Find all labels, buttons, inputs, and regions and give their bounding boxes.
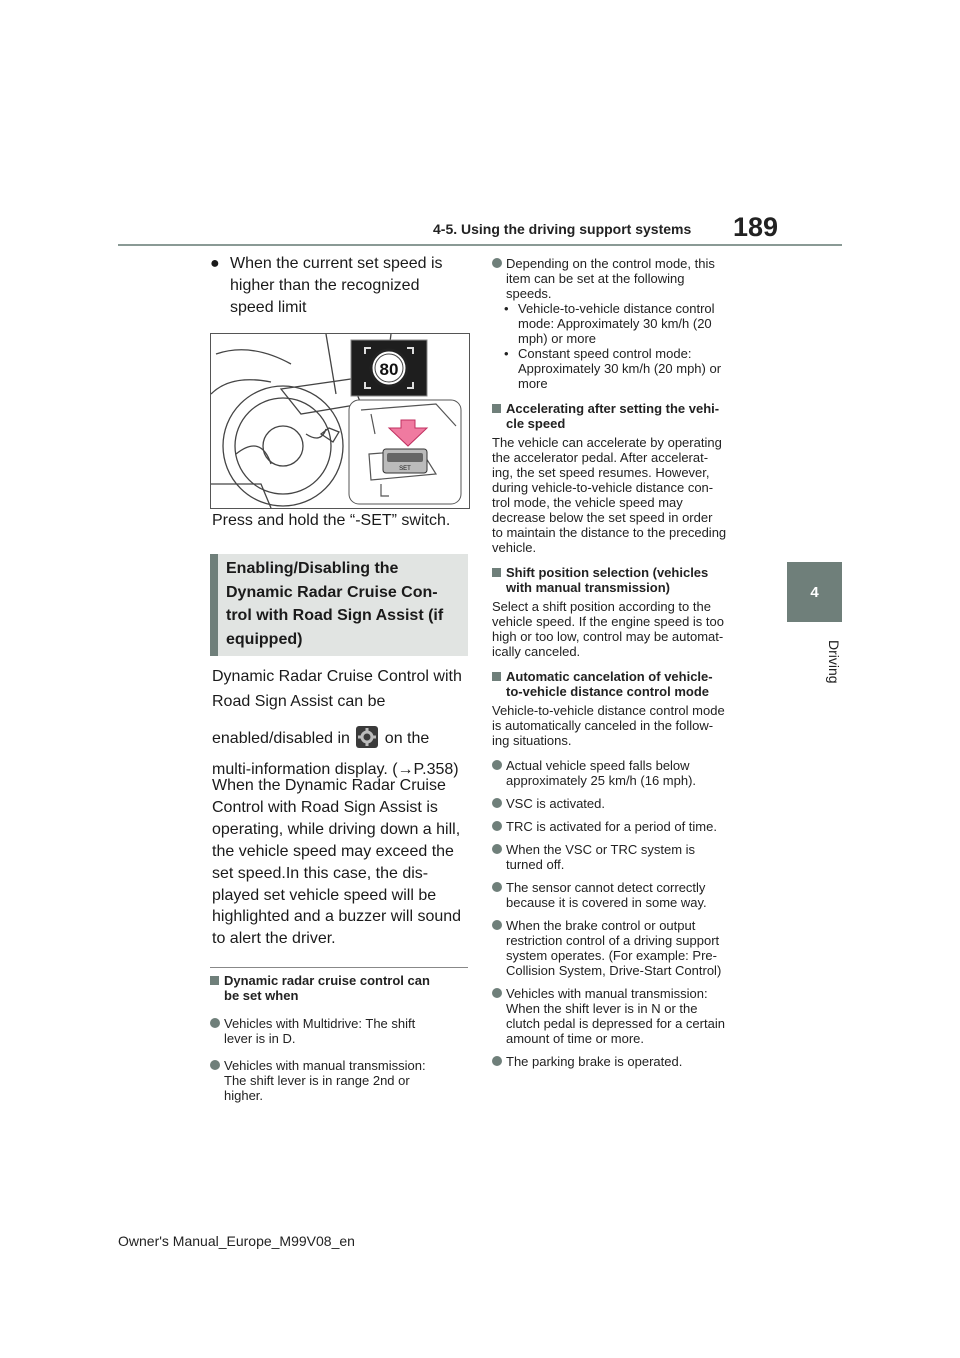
dot-marker: • bbox=[504, 346, 509, 361]
para-line: set speed.In this case, the dis- bbox=[212, 864, 429, 882]
note-line: Approximately 30 km/h (20 mph) or bbox=[518, 361, 722, 376]
accel-body bbox=[492, 435, 754, 555]
cancel-item bbox=[492, 880, 754, 910]
press-instruction: Press and hold the “-SET” switch. bbox=[212, 512, 451, 529]
chapter-number: 4 bbox=[810, 583, 819, 601]
depending-note bbox=[492, 256, 754, 391]
body-line: trol mode, the vehicle speed may bbox=[492, 495, 683, 510]
square-bullet-icon bbox=[492, 568, 501, 577]
steering-wheel-illustration bbox=[211, 334, 469, 508]
dot-marker: • bbox=[504, 301, 509, 316]
note-line: Vehicles with Multidrive: The shift bbox=[224, 1016, 416, 1031]
para-line: operating, while driving down a hill, bbox=[212, 820, 461, 838]
note-line: When the brake control or output bbox=[506, 918, 696, 933]
note-head-line: cle speed bbox=[506, 416, 566, 431]
accel-heading bbox=[492, 401, 754, 431]
para-line: When the Dynamic Radar Cruise bbox=[212, 777, 446, 794]
note-line: Constant speed control mode: bbox=[518, 346, 692, 361]
shift-heading bbox=[492, 565, 754, 595]
note-line: Vehicles with manual transmission: bbox=[224, 1058, 426, 1073]
para-line: Dynamic Radar Cruise Control with bbox=[212, 668, 462, 685]
note-line: item can be set at the following bbox=[506, 271, 685, 286]
circle-bullet-icon bbox=[210, 1018, 220, 1028]
body-line: decrease below the set speed in order bbox=[492, 510, 713, 525]
cancel-item bbox=[492, 918, 754, 978]
bullet-line: When the current set speed is bbox=[230, 255, 443, 272]
note-line: higher. bbox=[224, 1088, 264, 1103]
auto-cancel-heading bbox=[492, 669, 754, 699]
bullet-line: speed limit bbox=[230, 299, 307, 316]
body-line: ically canceled. bbox=[492, 644, 581, 659]
downhill-paragraph bbox=[212, 775, 474, 950]
note-line: Depending on the control mode, this bbox=[506, 256, 715, 271]
note-line: approximately 25 km/h (16 mph). bbox=[506, 773, 697, 788]
circle-bullet-icon bbox=[492, 988, 502, 998]
heading-line: Dynamic Radar Cruise Con- bbox=[226, 583, 438, 601]
para-text: enabled/disabled in bbox=[212, 730, 350, 747]
para-line: Road Sign Assist can be bbox=[212, 693, 386, 710]
footer-text: Owner's Manual_Europe_M99V08_en bbox=[118, 1233, 355, 1249]
note-line: When the shift lever is in N or the bbox=[506, 1001, 698, 1016]
note-line: speeds. bbox=[506, 286, 552, 301]
speed-item bbox=[506, 346, 754, 391]
note-line: turned off. bbox=[506, 857, 565, 872]
body-line: Select a shift position according to the bbox=[492, 599, 711, 614]
chapter-label: Driving bbox=[826, 640, 842, 684]
body-line: Vehicle-to-vehicle distance control mode bbox=[492, 703, 725, 718]
note-line: more bbox=[518, 376, 548, 391]
para-line: multi-information display. (→P.358) bbox=[212, 761, 459, 778]
section-heading bbox=[226, 557, 466, 651]
dashboard-illustration bbox=[210, 333, 470, 509]
notes-divider bbox=[210, 967, 468, 968]
circle-bullet-icon bbox=[492, 258, 502, 268]
square-bullet-icon bbox=[210, 976, 219, 985]
cancel-item bbox=[492, 842, 754, 872]
note-head-line: Shift position selection (vehicles bbox=[506, 565, 709, 580]
note-head-line: Accelerating after setting the vehi- bbox=[506, 401, 720, 416]
note-line: restriction control of a driving support bbox=[506, 933, 720, 948]
note-line: The shift lever is in range 2nd or bbox=[224, 1073, 410, 1088]
note-item bbox=[210, 1058, 468, 1103]
square-bullet-icon bbox=[492, 404, 501, 413]
body-line: the accelerator pedal. After accelerat- bbox=[492, 450, 709, 465]
circle-bullet-icon bbox=[492, 882, 502, 892]
right-column bbox=[492, 256, 754, 1069]
note-head-line: Automatic cancelation of vehicle- bbox=[506, 669, 713, 684]
note-line: because it is covered in some way. bbox=[506, 895, 707, 910]
settings-gear-icon bbox=[356, 726, 378, 748]
body-line: high or too low, control may be automat- bbox=[492, 629, 724, 644]
note-line: amount of time or more. bbox=[506, 1031, 644, 1046]
body-line: ing situations. bbox=[492, 733, 572, 748]
note-line: mph) or more bbox=[518, 331, 597, 346]
para-line: played set vehicle speed will be bbox=[212, 886, 437, 904]
section-title: 4-5. Using the driving support systems bbox=[433, 221, 692, 237]
bullet-line: higher than the recognized bbox=[230, 277, 420, 294]
section-heading-accent bbox=[210, 554, 218, 656]
note-line: When the VSC or TRC system is bbox=[506, 842, 696, 857]
cancel-item bbox=[492, 1054, 754, 1069]
body-line: vehicle. bbox=[492, 540, 537, 555]
bullet-dot: ● bbox=[210, 255, 220, 272]
body-line: is automatically canceled in the follow- bbox=[492, 718, 714, 733]
cancel-item bbox=[492, 758, 754, 788]
body-line: to maintain the distance to the preceding bbox=[492, 525, 727, 540]
para-line: the vehicle speed may exceed the bbox=[212, 842, 454, 860]
note-line: Vehicles with manual transmission: bbox=[506, 986, 708, 1001]
circle-bullet-icon bbox=[492, 798, 502, 808]
body-line: ing, the set speed resumes. However, bbox=[492, 465, 710, 480]
header-divider bbox=[118, 244, 842, 246]
heading-line: trol with Road Sign Assist (if bbox=[226, 607, 444, 624]
cancel-item bbox=[492, 796, 754, 811]
body-line: vehicle speed. If the engine speed is too bbox=[492, 614, 724, 629]
note-head-line: with manual transmission) bbox=[506, 580, 670, 595]
cancel-item bbox=[492, 819, 754, 834]
set-switch-label: SET bbox=[399, 466, 411, 472]
auto-cancel-body bbox=[492, 703, 754, 748]
note-line: system operates. (For example: Pre- bbox=[506, 948, 717, 963]
note-item bbox=[210, 1016, 468, 1046]
speed-limit-bullet bbox=[210, 253, 470, 319]
para-line: Control with Road Sign Assist is bbox=[212, 798, 438, 816]
chapter-tab bbox=[787, 562, 842, 622]
sign-value: 80 bbox=[379, 360, 399, 379]
page-number: 189 bbox=[733, 212, 779, 242]
speed-item bbox=[506, 301, 754, 346]
note-line: Actual vehicle speed falls below bbox=[506, 758, 690, 773]
body-line: The vehicle can accelerate by operating bbox=[492, 435, 722, 450]
para-text: on the bbox=[384, 730, 430, 747]
square-bullet-icon bbox=[492, 672, 501, 681]
note-line: clutch pedal is depressed for a certain bbox=[506, 1016, 725, 1031]
note-line: Collision System, Drive-Start Control) bbox=[506, 963, 722, 978]
para-line: highlighted and a buzzer will sound bbox=[212, 908, 462, 926]
note-line: TRC is activated for a period of time. bbox=[506, 819, 717, 834]
circle-bullet-icon bbox=[492, 1056, 502, 1066]
circle-bullet-icon bbox=[492, 844, 502, 854]
heading-line: equipped) bbox=[226, 630, 303, 648]
note-line: Vehicle-to-vehicle distance control bbox=[518, 301, 715, 316]
para-line: to alert the driver. bbox=[212, 930, 336, 948]
para-line-with-icon bbox=[212, 722, 474, 757]
note-head-line: Dynamic radar cruise control can bbox=[224, 973, 430, 988]
note-line: lever is in D. bbox=[224, 1031, 296, 1046]
enable-paragraph bbox=[212, 668, 474, 785]
note-line: The sensor cannot detect correctly bbox=[506, 880, 706, 895]
note-line: The parking brake is operated. bbox=[506, 1054, 683, 1069]
circle-bullet-icon bbox=[210, 1060, 220, 1070]
note-line: mode: Approximately 30 km/h (20 bbox=[518, 316, 712, 331]
cancel-item bbox=[492, 986, 754, 1046]
circle-bullet-icon bbox=[492, 760, 502, 770]
note-head-line: be set when bbox=[224, 988, 299, 1003]
body-line: during vehicle-to-vehicle distance con- bbox=[492, 480, 714, 495]
shift-body bbox=[492, 599, 754, 659]
note-line: VSC is activated. bbox=[506, 796, 605, 811]
circle-bullet-icon bbox=[492, 920, 502, 930]
note-set-when bbox=[210, 973, 468, 1103]
note-head-line: to-vehicle distance control mode bbox=[506, 684, 709, 699]
heading-line: Enabling/Disabling the bbox=[226, 560, 399, 577]
circle-bullet-icon bbox=[492, 821, 502, 831]
